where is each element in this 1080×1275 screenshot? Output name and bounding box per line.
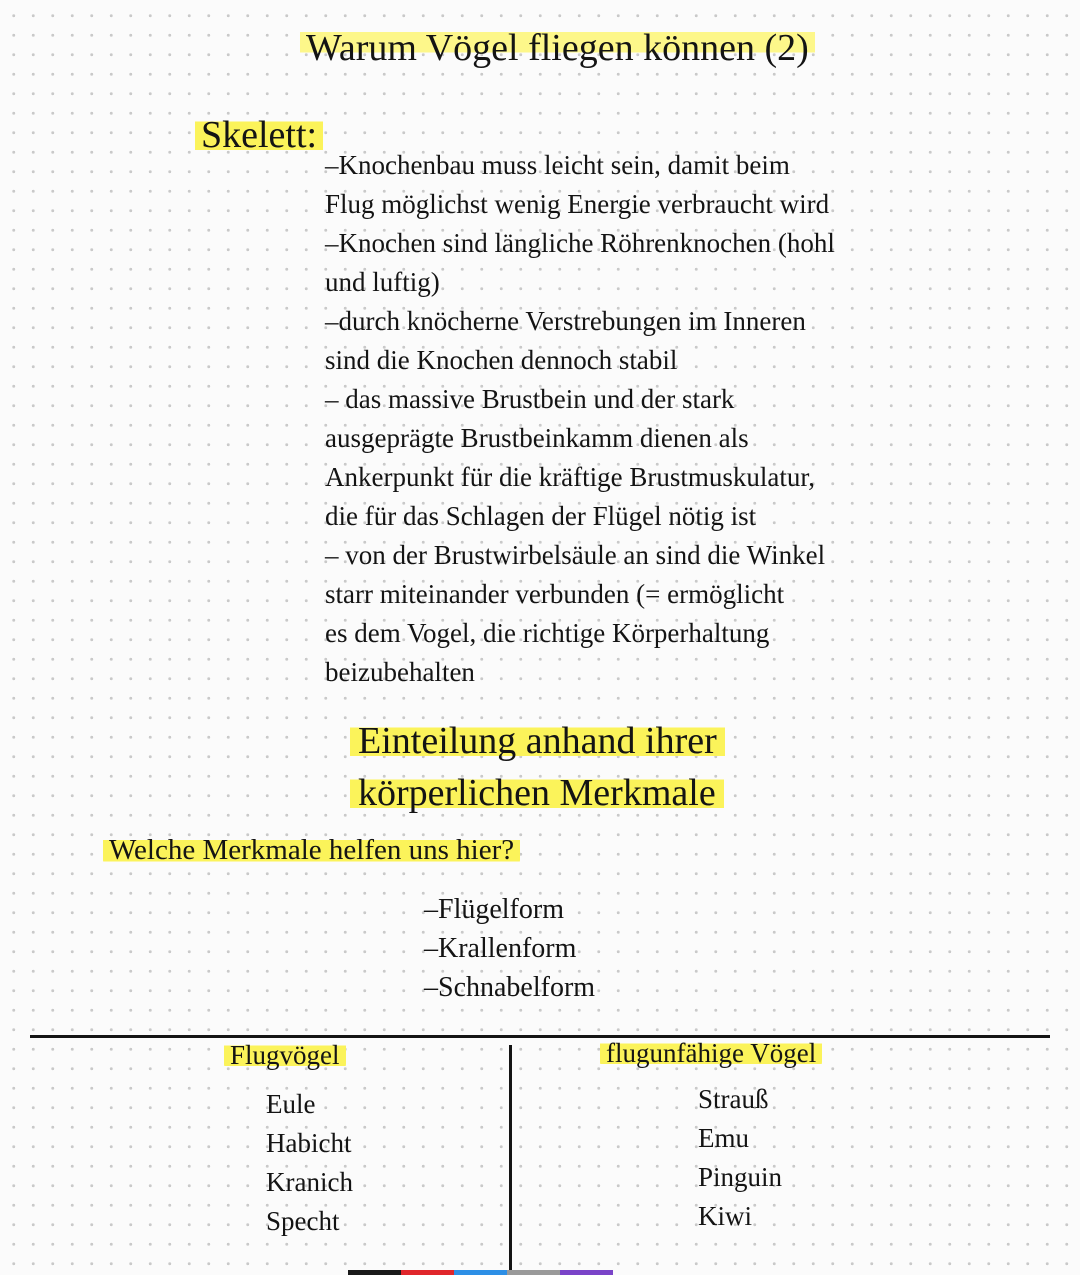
flying-bird-item: Eule — [266, 1089, 316, 1119]
skeleton-line: – von der Brustwirbelsäule an sind die Winkel — [325, 540, 826, 570]
skeleton-line: es dem Vogel, die richtige Körperhaltung — [325, 618, 770, 648]
table-horizontal-divider — [30, 1035, 1050, 1038]
flightless-birds-list — [698, 1080, 782, 1236]
pen-color-swatch[interactable] — [401, 1270, 454, 1275]
pen-color-swatch[interactable] — [454, 1270, 507, 1275]
skeleton-line: die für das Schlagen der Flügel nötig ist — [325, 501, 757, 531]
flying-bird-item: Kranich — [266, 1167, 353, 1197]
skeleton-line: –Knochen sind längliche Röhrenknochen (hohl — [325, 228, 835, 258]
flying-bird-item: Specht — [266, 1206, 340, 1236]
feature-item: –Schnabelform — [424, 972, 596, 1003]
skeleton-text-block — [325, 146, 885, 692]
skeleton-line: ausgeprägte Brustbeinkamm dienen als — [325, 423, 749, 453]
flying-birds-heading-text: Flugvögel — [224, 1040, 346, 1070]
flightless-bird-item: Strauß — [698, 1084, 769, 1114]
skeleton-line: sind die Knochen dennoch stabil — [325, 345, 678, 375]
flightless-birds-heading-text: flugunfähige Vögel — [600, 1038, 822, 1068]
skeleton-line: und luftig) — [325, 267, 440, 297]
skeleton-heading-text: Skelett: — [195, 114, 323, 156]
flightless-bird-item: Kiwi — [698, 1201, 752, 1231]
feature-item: –Krallenform — [424, 933, 577, 964]
classification-heading-line1: Einteilung anhand ihrer — [350, 720, 725, 762]
question-text: Welche Merkmale helfen uns hier? — [103, 834, 520, 866]
skeleton-line: – das massive Brustbein und der stark — [325, 384, 735, 414]
skeleton-line: starr miteinander verbunden (= ermöglicht — [325, 579, 785, 609]
pen-color-swatch[interactable] — [348, 1270, 401, 1275]
table-vertical-divider — [509, 1045, 512, 1275]
skeleton-line: Ankerpunkt für die kräftige Brustmuskulatur, — [325, 462, 816, 492]
skeleton-line: –Knochenbau muss leicht sein, damit beim — [325, 150, 790, 180]
classification-heading — [350, 715, 725, 819]
flightless-bird-item: Pinguin — [698, 1162, 783, 1192]
flying-bird-item: Habicht — [266, 1128, 352, 1158]
skeleton-heading — [195, 113, 323, 157]
page-title: Warum Vögel fliegen können (2) — [300, 26, 815, 70]
pen-color-strip — [348, 1270, 613, 1275]
flying-birds-heading — [224, 1040, 346, 1071]
feature-item: –Flügelform — [424, 894, 564, 925]
feature-list — [424, 890, 595, 1007]
skeleton-line: Flug möglichst wenig Energie verbraucht wird — [325, 189, 830, 219]
classification-heading-line2: körperlichen Merkmale — [350, 772, 724, 814]
skeleton-line: –durch knöcherne Verstrebungen im Inneren — [325, 306, 806, 336]
flightless-birds-heading — [600, 1038, 822, 1069]
flying-birds-list — [266, 1085, 353, 1241]
skeleton-line: beizubehalten — [325, 657, 475, 687]
classification-question — [103, 834, 520, 867]
flightless-bird-item: Emu — [698, 1123, 749, 1153]
pen-color-swatch[interactable] — [507, 1270, 560, 1275]
pen-color-swatch[interactable] — [560, 1270, 613, 1275]
